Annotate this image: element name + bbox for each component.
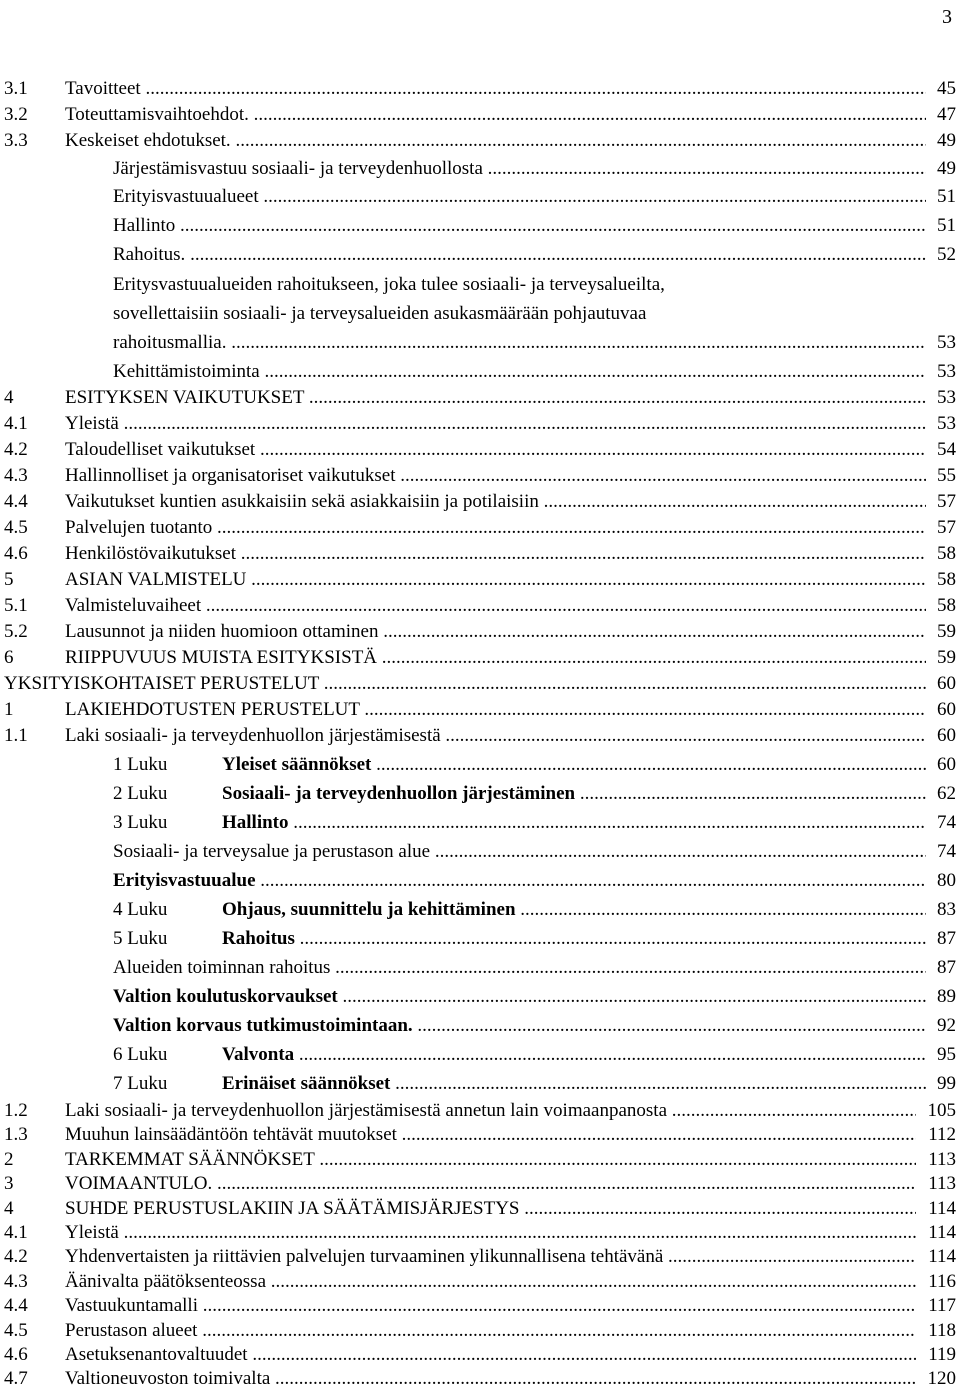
toc-entry-number: 4.1 xyxy=(4,1222,28,1243)
toc-entry-title: Vastuukuntamalli ..... xyxy=(65,1293,916,1319)
toc-entry[interactable] xyxy=(0,1293,960,1319)
toc-entry-title: Vaikutukset kuntien asukkaisiin sekä asiakkaisiin ja potilaisiin ..... xyxy=(65,489,926,515)
toc-entry-number: 6 Luku xyxy=(113,1044,168,1065)
toc-entry[interactable] xyxy=(0,697,960,723)
toc-entry-number: 4.4 xyxy=(4,1295,28,1316)
toc-entry-number: 3 xyxy=(4,1173,14,1194)
toc-entry-title: Tavoitteet ..... xyxy=(65,76,926,102)
toc-entry-page: 58 xyxy=(935,593,956,619)
toc-entry-title: Henkilöstövaikutukset ..... xyxy=(65,541,926,567)
toc-entry-title: Erityisvastuualue ..... xyxy=(113,868,926,894)
toc-entry[interactable] xyxy=(0,1013,960,1039)
toc-entry-title: Alueiden toiminnan rahoitus ..... xyxy=(113,955,926,981)
toc-entry-title: Valmisteluvaiheet ..... xyxy=(65,593,926,619)
toc-entry-page: 58 xyxy=(935,541,956,567)
toc-entry-page: 119 xyxy=(926,1342,956,1368)
toc-entry-title: Muuhun lainsäädäntöön tehtävät muutokset ..... xyxy=(65,1122,916,1148)
toc-entry[interactable] xyxy=(0,1220,960,1246)
toc-entry-number: 4.1 xyxy=(4,413,28,434)
toc-entry-page: 52 xyxy=(935,242,956,268)
toc-entry-number: 4.5 xyxy=(4,517,28,538)
toc-entry-number: 4.6 xyxy=(4,543,28,564)
toc-entry[interactable] xyxy=(0,567,960,593)
toc-entry-page: 51 xyxy=(935,184,956,210)
toc-entry-title: ASIAN VALMISTELU ..... xyxy=(65,567,926,593)
toc-entry-title: Äänivalta päätöksenteossa ..... xyxy=(65,1269,916,1295)
toc-entry-number: 1.2 xyxy=(4,1100,28,1121)
toc-entry-number: 5.1 xyxy=(4,595,28,616)
toc-entry-page: 49 xyxy=(935,156,956,182)
toc-entry-number: 5.2 xyxy=(4,621,28,642)
toc-entry[interactable] xyxy=(0,839,960,865)
toc-entry-page: 53 xyxy=(935,359,956,385)
toc-entry-number: 4.4 xyxy=(4,491,28,512)
toc-entry[interactable] xyxy=(0,184,960,210)
toc-entry-page: 113 xyxy=(926,1147,956,1173)
toc-entry-title: Järjestämisvastuu sosiaali- ja terveydenhuollosta ..... xyxy=(113,156,926,182)
toc-entry-page: 45 xyxy=(935,76,956,102)
toc-entry-title: ESITYKSEN VAIKUTUKSET ..... xyxy=(65,385,926,411)
page-number: 3 xyxy=(942,6,952,28)
toc-entry-title-line: sovellettaisiin sosiaali- ja terveysalueiden asukasmäärään pohjautuvaa xyxy=(113,303,647,324)
toc-entry-title: Valtion korvaus tutkimustoimintaan. ..... xyxy=(113,1013,926,1039)
toc-entry[interactable] xyxy=(0,411,960,437)
toc-entry[interactable] xyxy=(0,1244,960,1270)
toc-entry[interactable] xyxy=(0,810,960,836)
toc-entry[interactable] xyxy=(0,955,960,981)
toc-entry[interactable] xyxy=(0,1342,960,1368)
toc-entry[interactable] xyxy=(0,541,960,567)
toc-entry-page: 83 xyxy=(935,897,956,923)
toc-entry[interactable] xyxy=(0,619,960,645)
toc-entry[interactable] xyxy=(0,102,960,128)
toc-entry-number: 2 xyxy=(4,1149,14,1170)
toc-entry-title: Laki sosiaali- ja terveydenhuollon järjestämisestä ..... xyxy=(65,723,926,749)
toc-entry-number: 4.3 xyxy=(4,1271,28,1292)
toc-entry-page: 54 xyxy=(935,437,956,463)
toc-entry-page: 51 xyxy=(935,213,956,239)
toc-entry-title: Hallinnolliset ja organisatoriset vaikutukset ..... xyxy=(65,463,926,489)
toc-entry-title: Toteuttamisvaihtoehdot. ..... xyxy=(65,102,926,128)
toc-entry[interactable] xyxy=(0,330,960,356)
toc-entry-number: 1 Luku xyxy=(113,754,168,775)
toc-entry-number: 5 xyxy=(4,569,14,590)
toc-entry-title: Yhdenvertaisten ja riittävien palvelujen turvaaminen ylikunnallisena tehtävänä ..... xyxy=(65,1244,916,1270)
toc-entry-number: 4 xyxy=(4,387,14,408)
toc-entry-title: Yleistä ..... xyxy=(65,1220,916,1246)
toc-entry-title: LAKIEHDOTUSTEN PERUSTELUT ..... xyxy=(65,697,926,723)
toc-entry-number: 5 Luku xyxy=(113,928,168,949)
toc-entry-page: 57 xyxy=(935,489,956,515)
toc-entry-title: Lausunnot ja niiden huomioon ottaminen ..... xyxy=(65,619,926,645)
toc-entry-number: 3.1 xyxy=(4,78,28,99)
toc-entry[interactable] xyxy=(0,984,960,1010)
toc-entry[interactable] xyxy=(0,1042,960,1068)
toc-entry[interactable] xyxy=(0,897,960,923)
toc-entry[interactable] xyxy=(0,752,960,778)
toc-entry-title: Valvonta ..... xyxy=(222,1042,926,1068)
toc-entry-title: Rahoitus. ..... xyxy=(113,242,926,268)
toc-entry-page: 92 xyxy=(935,1013,956,1039)
toc-entry-title: YKSITYISKOHTAISET PERUSTELUT ..... xyxy=(4,671,926,697)
toc-entry-title: Taloudelliset vaikutukset ..... xyxy=(65,437,926,463)
toc-entry[interactable] xyxy=(0,463,960,489)
toc-entry-number: 2 Luku xyxy=(113,783,168,804)
toc-entry-title: Valtion koulutuskorvaukset ..... xyxy=(113,984,926,1010)
toc-entry-page: 116 xyxy=(926,1269,956,1295)
toc-entry[interactable] xyxy=(0,593,960,619)
toc-entry-page: 57 xyxy=(935,515,956,541)
toc-entry[interactable] xyxy=(0,515,960,541)
toc-entry-title: Hallinto ..... xyxy=(222,810,926,836)
toc-entry-title: rahoitusmallia. ..... xyxy=(113,330,926,356)
toc-entry[interactable] xyxy=(0,1147,960,1173)
toc-entry-page: 87 xyxy=(935,926,956,952)
toc-entry[interactable] xyxy=(0,1196,960,1222)
toc-entry-number: 1.1 xyxy=(4,725,28,746)
toc-entry-title: Ohjaus, suunnittelu ja kehittäminen ..... xyxy=(222,897,926,923)
toc-entry[interactable] xyxy=(0,1098,960,1124)
toc-entry-number: 3.3 xyxy=(4,130,28,151)
toc-entry[interactable] xyxy=(0,723,960,749)
toc-entry-page: 60 xyxy=(935,752,956,778)
toc-entry-page: 105 xyxy=(926,1098,957,1124)
toc-entry-number: 4.2 xyxy=(4,439,28,460)
toc-entry-page: 118 xyxy=(926,1318,956,1344)
toc-entry-page: 58 xyxy=(935,567,956,593)
toc-entry-page: 74 xyxy=(935,839,956,865)
toc-entry-page: 60 xyxy=(935,671,956,697)
toc-entry-title: Valtioneuvoston toimivalta ..... xyxy=(65,1366,916,1392)
toc-entry-number: 4.3 xyxy=(4,465,28,486)
toc-entry-page: 113 xyxy=(926,1171,956,1197)
toc-entry[interactable] xyxy=(0,1122,960,1148)
toc-entry-page: 60 xyxy=(935,697,956,723)
toc-entry-page: 99 xyxy=(935,1071,956,1097)
toc-entry-number: 4 xyxy=(4,1198,14,1219)
toc-entry-number: 4 Luku xyxy=(113,899,168,920)
toc-entry[interactable] xyxy=(0,1171,960,1197)
toc-entry-page: 49 xyxy=(935,128,956,154)
toc-entry-page: 53 xyxy=(935,411,956,437)
toc-entry-title: Hallinto ..... xyxy=(113,213,926,239)
toc-entry-title: Palvelujen tuotanto ..... xyxy=(65,515,926,541)
toc-entry-page: 87 xyxy=(935,955,956,981)
toc-entry-number: 6 xyxy=(4,647,14,668)
toc-entry-page: 60 xyxy=(935,723,956,749)
toc-entry-page: 112 xyxy=(926,1122,956,1148)
toc-entry-title: Sosiaali- ja terveydenhuollon järjestäminen ..... xyxy=(222,781,926,807)
toc-entry-title: Rahoitus ..... xyxy=(222,926,926,952)
toc-entry-title: Erityisvastuualueet ..... xyxy=(113,184,926,210)
toc-entry-title: Sosiaali- ja terveysalue ja perustason alue ..... xyxy=(113,839,926,865)
toc-entry-page: 74 xyxy=(935,810,956,836)
toc-entry-title: Laki sosiaali- ja terveydenhuollon järjestämisestä annetun lain voimaanpanosta ..... xyxy=(65,1098,916,1124)
toc-entry-number: 4.2 xyxy=(4,1246,28,1267)
toc-entry[interactable] xyxy=(0,671,960,697)
toc-entry-title: SUHDE PERUSTUSLAKIIN JA SÄÄTÄMISJÄRJESTYS ..... xyxy=(65,1196,916,1222)
toc-entry-page: 59 xyxy=(935,619,956,645)
toc-entry-title: Asetuksenantovaltuudet ..... xyxy=(65,1342,916,1368)
toc-entry[interactable] xyxy=(0,156,960,182)
toc-entry-number: 4.6 xyxy=(4,1344,28,1365)
toc-entry-page: 55 xyxy=(935,463,956,489)
toc-entry-page: 117 xyxy=(926,1293,956,1319)
toc-entry-title: Keskeiset ehdotukset. ..... xyxy=(65,128,926,154)
toc-entry-title: VOIMAANTULO. ..... xyxy=(65,1171,916,1197)
toc-entry-page: 89 xyxy=(935,984,956,1010)
toc-entry[interactable] xyxy=(0,76,960,102)
toc-entry-page: 47 xyxy=(935,102,956,128)
toc-entry[interactable] xyxy=(0,1269,960,1295)
toc-entry[interactable] xyxy=(0,128,960,154)
toc-entry-title-line: Eritysvastuualueiden rahoitukseen, joka tulee sosiaali- ja terveysalueilta, xyxy=(113,274,665,295)
toc-entry-page: 62 xyxy=(935,781,956,807)
toc-entry[interactable] xyxy=(0,213,960,239)
toc-entry[interactable] xyxy=(0,645,960,671)
toc-entry[interactable] xyxy=(0,926,960,952)
toc-entry[interactable] xyxy=(0,868,960,894)
toc-entry-page: 53 xyxy=(935,385,956,411)
toc-entry[interactable] xyxy=(0,489,960,515)
toc-entry-title: RIIPPUVUUS MUISTA ESITYKSISTÄ ..... xyxy=(65,645,926,671)
toc-entry-page: 114 xyxy=(926,1196,956,1222)
toc-entry-title: TARKEMMAT SÄÄNNÖKSET ..... xyxy=(65,1147,916,1173)
toc-entry-page: 95 xyxy=(935,1042,956,1068)
toc-entry-page: 120 xyxy=(926,1366,957,1392)
toc-entry-page: 114 xyxy=(926,1220,956,1246)
toc-entry-number: 4.7 xyxy=(4,1368,28,1389)
toc-entry-page: 80 xyxy=(935,868,956,894)
toc-entry-title: Erinäiset säännökset ..... xyxy=(222,1071,926,1097)
toc-entry-title: Kehittämistoiminta ..... xyxy=(113,359,926,385)
toc-entry-number: 3 Luku xyxy=(113,812,168,833)
toc-entry-title: Yleiset säännökset ..... xyxy=(222,752,926,778)
toc-entry[interactable] xyxy=(0,385,960,411)
toc-entry[interactable] xyxy=(0,359,960,385)
toc-entry[interactable] xyxy=(0,437,960,463)
toc-entry-page: 114 xyxy=(926,1244,956,1270)
toc-entry-title: Perustason alueet ..... xyxy=(65,1318,916,1344)
toc-entry-page: 53 xyxy=(935,330,956,356)
toc-entry-number: 4.5 xyxy=(4,1320,28,1341)
toc-entry-number: 1 xyxy=(4,699,14,720)
toc-entry[interactable] xyxy=(0,1318,960,1344)
toc-entry[interactable] xyxy=(0,1071,960,1097)
toc-entry[interactable] xyxy=(0,781,960,807)
toc-entry-page: 59 xyxy=(935,645,956,671)
toc-entry[interactable] xyxy=(0,242,960,268)
toc-entry-number: 1.3 xyxy=(4,1124,28,1145)
toc-entry-number: 3.2 xyxy=(4,104,28,125)
toc-entry-title: Yleistä ..... xyxy=(65,411,926,437)
toc-entry[interactable] xyxy=(0,1366,960,1392)
toc-entry-number: 7 Luku xyxy=(113,1073,168,1094)
